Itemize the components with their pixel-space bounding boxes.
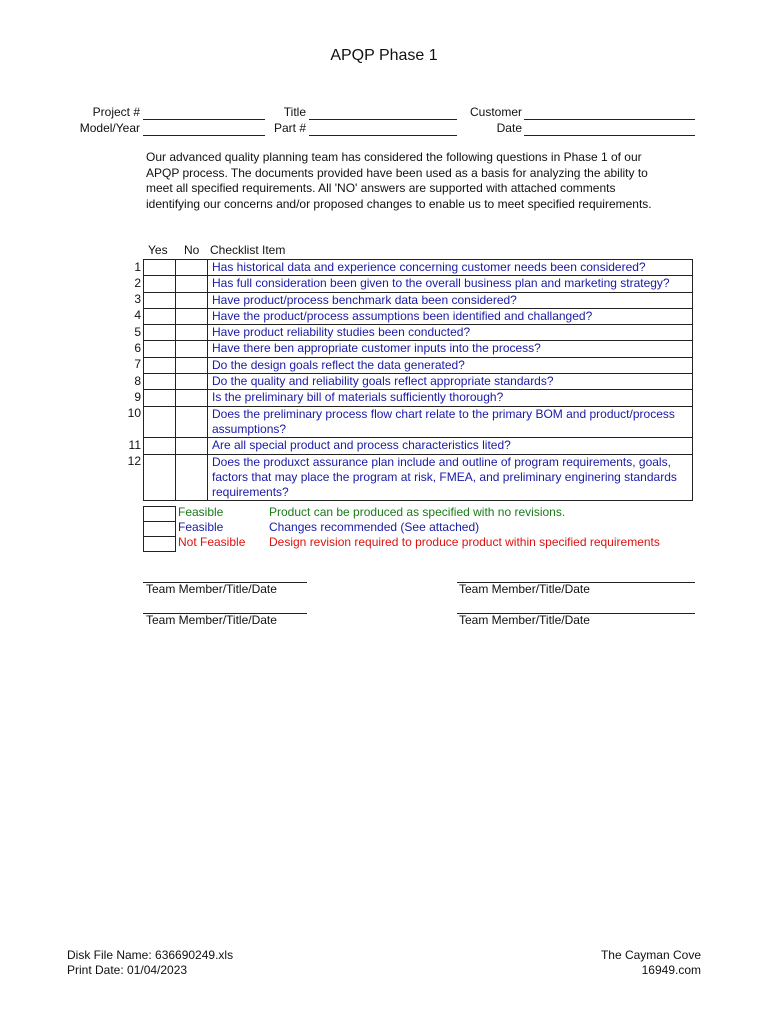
title-field[interactable] <box>309 105 457 120</box>
checklist-item-text: Does the preliminary process flow chart relate to the primary BOM and product/process assumptions? <box>208 406 693 438</box>
no-cell[interactable] <box>176 276 208 292</box>
row-number: 1 <box>134 259 141 274</box>
checklist-item-text: Have product reliability studies been conducted? <box>208 325 693 341</box>
yes-cell[interactable] <box>144 325 176 341</box>
intro-paragraph: Our advanced quality planning team has considered the following questions in Phase 1 of our APQP process. The documents provided have been used as a basis for analyzing the ability to meet all specified requirements. All 'NO' answers are supported with attached comments identifying our concerns and/or proposed changes to enable us to meet specified requirements. <box>146 150 652 211</box>
checklist-item-text: Does the produxct assurance plan include and outline of program requirements, goals, factors that may place the program at risk, FMEA, and preliminary enginering standards requirements? <box>208 454 693 501</box>
part-field[interactable] <box>309 121 457 136</box>
signature-label: Team Member/Title/Date <box>146 582 277 596</box>
checklist-row <box>144 406 693 438</box>
feasibility-description: Product can be produced as specified with no revisions. <box>269 505 566 519</box>
page-title: APQP Phase 1 <box>330 47 438 64</box>
row-number: 8 <box>134 373 141 388</box>
checklist-row <box>144 276 693 292</box>
row-number: 6 <box>134 340 141 355</box>
row-number: 7 <box>134 357 141 372</box>
feasibility-description: Design revision required to produce product within specified requirements <box>269 535 660 549</box>
yes-cell[interactable] <box>144 341 176 357</box>
checklist-row <box>144 357 693 373</box>
no-cell[interactable] <box>176 390 208 406</box>
project-label: Project # <box>92 105 140 119</box>
title-label: Title <box>283 105 306 119</box>
no-cell[interactable] <box>176 406 208 438</box>
yes-header: Yes <box>148 243 168 257</box>
no-cell[interactable] <box>176 357 208 373</box>
checklist-row <box>144 325 693 341</box>
row-number: 2 <box>134 275 141 290</box>
feasibility-checkbox[interactable] <box>143 506 176 522</box>
no-cell[interactable] <box>176 292 208 308</box>
yes-cell[interactable] <box>144 438 176 454</box>
feasibility-checkbox[interactable] <box>143 536 176 552</box>
model-year-label: Model/Year <box>79 121 140 135</box>
disk-file-name: Disk File Name: 636690249.xls <box>67 948 234 962</box>
project-field[interactable] <box>143 105 265 120</box>
date-label: Date <box>496 121 522 135</box>
checklist-row <box>144 454 693 501</box>
checklist-item-text: Has full consideration been given to the overall business plan and marketing strategy? <box>208 276 693 292</box>
checklist-item-text: Is the preliminary bill of materials sufficiently thorough? <box>208 390 693 406</box>
checklist-table <box>143 259 693 501</box>
yes-cell[interactable] <box>144 260 176 276</box>
feasibility-description: Changes recommended (See attached) <box>269 520 480 534</box>
checklist-item-text: Have the product/process assumptions been identified and challanged? <box>208 308 693 324</box>
no-cell[interactable] <box>176 341 208 357</box>
feasibility-label: Feasible <box>178 520 224 534</box>
yes-cell[interactable] <box>144 357 176 373</box>
part-label: Part # <box>273 121 306 135</box>
signature-label: Team Member/Title/Date <box>459 613 590 627</box>
yes-cell[interactable] <box>144 406 176 438</box>
feasibility-checkbox[interactable] <box>143 521 176 537</box>
checklist-row <box>144 341 693 357</box>
row-number: 12 <box>127 454 141 469</box>
row-number: 10 <box>127 406 141 421</box>
company-site: 16949.com <box>641 963 701 977</box>
checklist-row <box>144 438 693 454</box>
yes-cell[interactable] <box>144 292 176 308</box>
checklist-item-text: Have product/process benchmark data been considered? <box>208 292 693 308</box>
row-number: 9 <box>134 389 141 404</box>
no-cell[interactable] <box>176 438 208 454</box>
checklist-row <box>144 374 693 390</box>
no-cell[interactable] <box>176 325 208 341</box>
customer-field[interactable] <box>524 105 695 120</box>
yes-cell[interactable] <box>144 374 176 390</box>
model-year-field[interactable] <box>143 121 265 136</box>
row-number: 11 <box>128 437 141 452</box>
yes-cell[interactable] <box>144 454 176 501</box>
feasibility-label: Feasible <box>178 505 224 519</box>
checklist-row <box>144 260 693 276</box>
no-cell[interactable] <box>176 454 208 501</box>
checklist-row <box>144 390 693 406</box>
checklist-item-text: Have there ben appropriate customer inputs into the process? <box>208 341 693 357</box>
checklist-item-text: Are all special product and process characteristics lited? <box>208 438 693 454</box>
row-number: 3 <box>134 292 141 307</box>
signature-label: Team Member/Title/Date <box>459 582 590 596</box>
checklist-item-text: Do the quality and reliability goals reflect appropriate standards? <box>208 374 693 390</box>
checklist-row <box>144 292 693 308</box>
date-field[interactable] <box>524 121 695 136</box>
yes-cell[interactable] <box>144 390 176 406</box>
customer-label: Customer <box>469 105 522 119</box>
checklist-item-text: Has historical data and experience concerning customer needs been considered? <box>208 260 693 276</box>
no-cell[interactable] <box>176 308 208 324</box>
print-date: Print Date: 01/04/2023 <box>67 963 188 977</box>
row-number: 5 <box>134 324 141 339</box>
company-name: The Cayman Cove <box>600 948 701 962</box>
no-cell[interactable] <box>176 260 208 276</box>
no-header: No <box>184 243 200 257</box>
checklist-item-header: Checklist Item <box>210 243 286 257</box>
yes-cell[interactable] <box>144 276 176 292</box>
checklist-row <box>144 308 693 324</box>
checklist-item-text: Do the design goals reflect the data generated? <box>208 357 693 373</box>
no-cell[interactable] <box>176 374 208 390</box>
feasibility-label: Not Feasible <box>178 535 246 549</box>
signature-label: Team Member/Title/Date <box>146 613 277 627</box>
yes-cell[interactable] <box>144 308 176 324</box>
row-number: 4 <box>134 308 141 323</box>
